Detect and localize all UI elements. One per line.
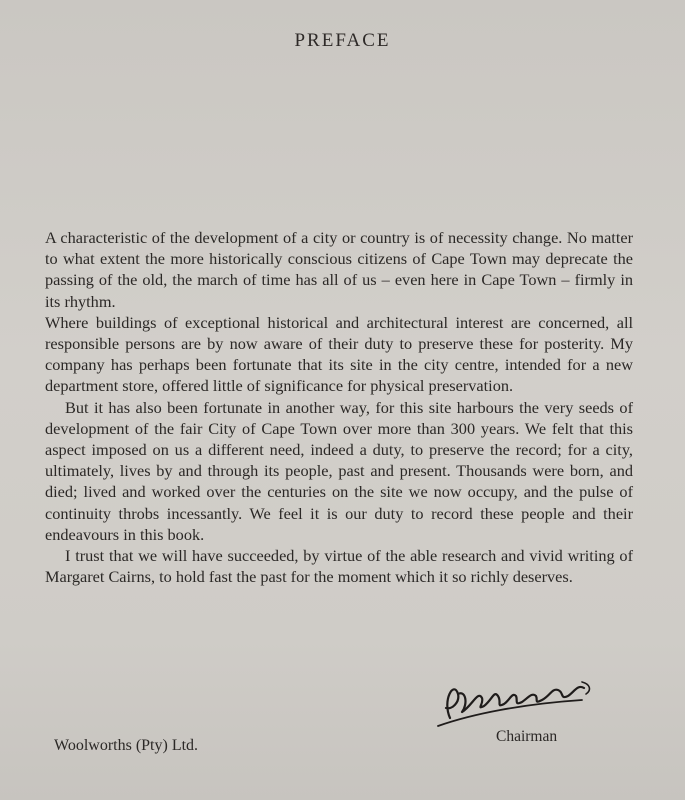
paragraph-3: But it has also been fortunate in another way, for this site harbours the very seeds of development of the fair City of Cape Town over more than 300 years. We felt that this aspect imposed on us a different need, indeed a duty, to preserve the record; for a city, ultimately, lives by and through its people, past and present. Thousands were born, and died; lived and worked over the centuries on the site we now occupy, and the pulse of continuity throbs incessantly. We feel it is our duty to record these people and their endeavours in this book. <box>45 397 633 544</box>
company-name: Woolworths (Pty) Ltd. <box>54 737 199 754</box>
preface-body <box>45 227 633 587</box>
paragraph-1: A characteristic of the development of a city or country is of necessity change. No matter to what extent the more historically conscious citizens of Cape Town may deprecate the passing of the old, the march of time has all of us – even here in Cape Town – firmly in its rhythm. <box>45 228 633 311</box>
paragraph-4: I trust that we will have succeeded, by virtue of the able research and vivid writing of Margaret Cairns, to hold fast the past for the moment which it so richly deserves. <box>45 546 633 587</box>
signer-title: Chairman <box>496 728 558 745</box>
handwritten-signature <box>432 660 612 730</box>
paragraph-2: Where buildings of exceptional historical and architectural interest are concerned, all responsible persons are by now aware of their duty to preserve these for posterity. My company has perhaps been fortunate that its site in the city centre, intended for a new department store, offered little of significance for physical preservation. <box>45 312 633 396</box>
page-title: PREFACE <box>294 30 391 51</box>
